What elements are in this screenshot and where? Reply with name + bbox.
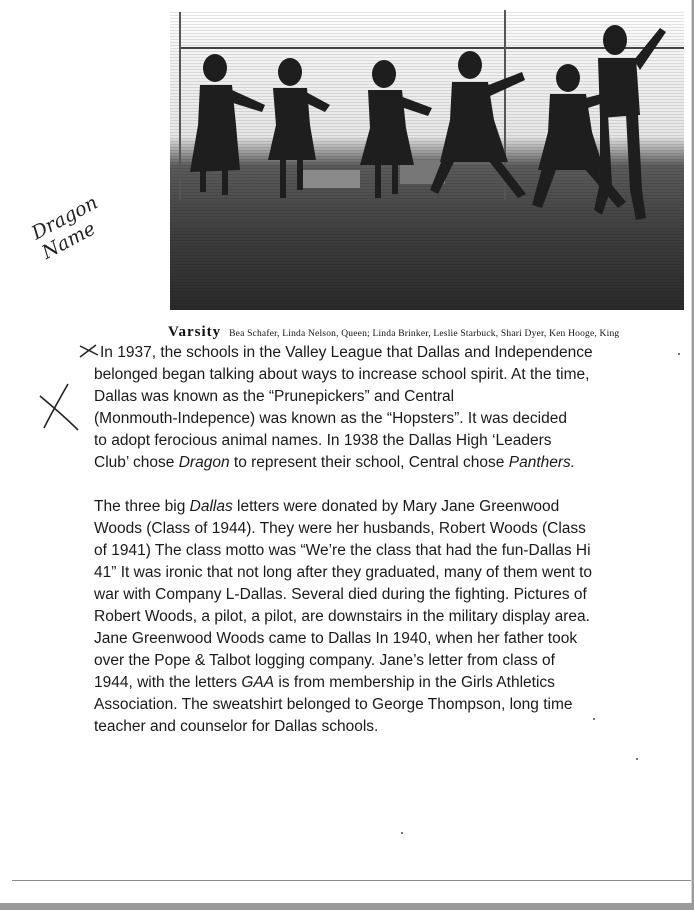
paragraph-2-line [94,496,619,518]
text-run: is from membership in the Girls Athletics [274,674,555,691]
paragraph-2-line [94,672,619,694]
text-run-italic: Dallas [189,498,233,515]
caption-names: Bea Schafer, Linda Nelson, Queen; Linda Brinker, Leslie Starbuck, Shari Dyer, Ken Hooge, King [229,329,620,339]
paragraph-1-line: Dallas was known as the “Prunepickers” and Central [94,388,455,405]
paragraph-1-line: In 1937, the schools in the Valley League that Dallas and Independence [100,344,593,361]
handwritten-note: Dragon Name [28,191,102,264]
paragraph-2-line: Woods (Class of 1944). They were her husbands, Robert Woods (Class [94,520,586,537]
text-run-italic: Dragon [178,454,230,471]
figure-6 [594,25,666,220]
photo-figures [170,10,684,310]
scan-speck [636,758,638,760]
text-run: to represent their school, Central chose [229,454,509,471]
text-run: letters were donated by Mary Jane Greenwood [232,498,560,515]
paragraph-2-line: Robert Woods, a pilot, a pilot, are downstairs in the military display area. [94,608,590,625]
figure-4 [430,51,526,198]
paragraph-1-line [94,452,619,474]
paragraph-2-line: of 1941) The class motto was “We’re the class that had the fun-Dallas Hi [94,542,591,559]
figure-1 [190,54,265,195]
photo-caption [168,323,688,341]
text-run: The three big [94,498,190,515]
cheerleaders-photo [170,10,684,310]
paragraph-1-line: (Monmouth-Indepence) was known as the “Hopsters”. It was decided [94,410,567,427]
photo-building [300,170,360,188]
paragraph-2-line: over the Pope & Talbot logging company. Jane’s letter from class of [94,652,555,669]
text-run-italic: Panthers. [508,454,576,471]
scan-speck [401,832,403,834]
handwritten-x-mark [38,382,80,432]
text-run: Club’ chose [94,454,179,471]
text-run: 1944, with the letters [94,674,242,691]
paragraph-2-line: war with Company L-Dallas. Several died during the fighting. Pictures of [94,586,587,603]
paragraph-1-line: belonged began talking about ways to increase school spirit. At the time, [94,366,590,383]
footer-rule [12,880,691,881]
paragraph-2-line: Jane Greenwood Woods came to Dallas In 1940, when her father took [94,630,578,647]
scan-speck [593,718,595,720]
paragraph-1-line: to adopt ferocious animal names. In 1938 the Dallas High ‘Leaders [94,432,552,449]
document-body [94,342,619,738]
paragraph-2-line: 41” It was ironic that not long after they graduated, many of them went to [94,564,592,581]
text-run-italic: GAA [241,674,275,691]
caption-team: Varsity [168,324,222,340]
scan-speck [678,353,680,355]
paragraph-2-line: teacher and counselor for Dallas schools. [94,718,379,735]
photo-cheerleaders [190,25,666,220]
paragraph-2-line: Association. The sweatshirt belonged to George Thompson, long time [94,696,573,713]
